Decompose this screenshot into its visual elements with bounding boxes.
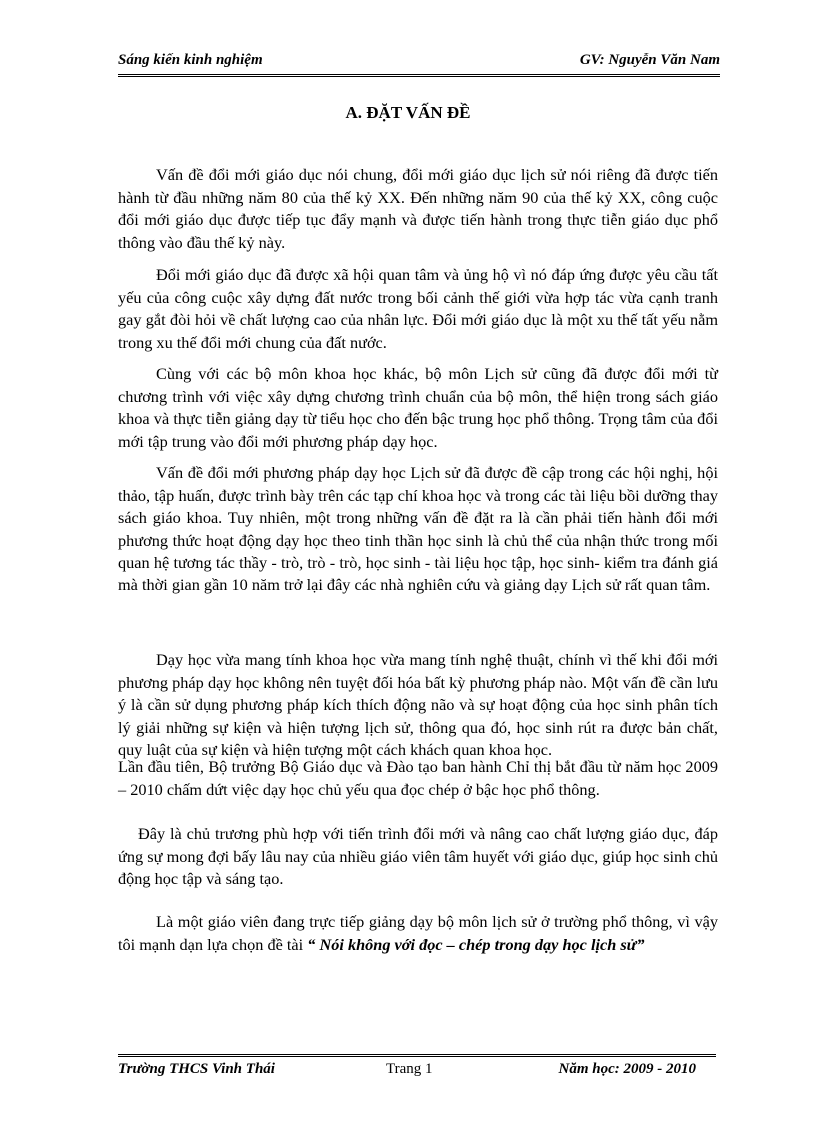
paragraph-3: Cùng với các bộ môn khoa học khác, bộ môn Lịch sử cũng đã được đổi mới từ chương trình với việc xây dựng chương trình chuẩn của bộ môn, thể hiện trong sách giáo khoa và thực tiễn giảng dạy từ tiểu học cho đến bậc trung học phổ thông. Trọng tâm của đổi mới tập trung vào đổi mới phương pháp dạy học. bbox=[118, 364, 718, 451]
paragraph-7: Đây là chủ trương phù hợp với tiến trình đổi mới và nâng cao chất lượng giáo dục, đáp ứng sự mong đợi bấy lâu nay của nhiều giáo viên tâm huyết với giáo dục, giúp học sinh chủ động học tập và sáng tạo. bbox=[118, 824, 718, 889]
header-left-text: Sáng kiến kinh nghiệm bbox=[118, 52, 263, 68]
section-title: A. ĐẶT VẤN ĐỀ bbox=[345, 103, 471, 122]
footer-school: Trường THCS Vinh Thái bbox=[118, 1061, 275, 1077]
topic-title: “ Nói không với đọc – chép trong dạy học lịch sử” bbox=[307, 934, 645, 954]
paragraph-8 bbox=[118, 911, 718, 956]
page-footer bbox=[118, 1054, 716, 1083]
paragraph-2: Đổi mới giáo dục đã được xã hội quan tâm và ủng hộ vì nó đáp ứng được yêu cầu tất yếu của công cuộc xây dựng đất nước trong bối cảnh thế giới vừa hợp tác vừa cạnh tranh gay gắt đòi hỏi về chất lượng cao của nhân lực. Đổi mới giáo dục là một xu thế tất yếu nằm trong xu thế đổi mới chung của đất nước. bbox=[118, 265, 718, 352]
footer-page-number: Trang 1 bbox=[386, 1061, 433, 1077]
footer-school-year: Năm học: 2009 - 2010 bbox=[558, 1061, 696, 1077]
paragraph-4: Vấn đề đổi mới phương pháp dạy học Lịch sử đã được đề cập trong các hội nghị, hội thảo, tập huấn, được trình bày trên các tạp chí khoa học và trong các tài liệu bồi dưỡng thay sách giáo khoa. Tuy nhiên, một trong những vấn đề đặt ra là cần phải tiến hành đổi mới phương thức hoạt động dạy học theo tinh thần học sinh là chủ thể của nhận thức trong mối quan hệ tương tác thầy - trò, trò - trò, học sinh - tài liệu học tập, học sinh- kiểm tra đánh giá mà thời gian gần 10 năm trở lại đây các nhà nghiên cứu và giảng dạy Lịch sử rất quan tâm. bbox=[118, 463, 718, 595]
paragraph-5: Dạy học vừa mang tính khoa học vừa mang tính nghệ thuật, chính vì thế khi đổi mới phương pháp dạy học không nên tuyệt đối hóa bất kỳ phương pháp nào. Một vấn đề cần lưu ý là cần sử dụng phương pháp kích thích động não và sự hoạt động của học sinh phân tích lý giải những sự kiện và hiện tượng lịch sử, thông qua đó, học sinh rút ra được bản chất, quy luật của sự kiện và hiện tượng một cách khách quan khoa học. bbox=[118, 650, 718, 759]
page-header bbox=[118, 50, 720, 77]
paragraph-1: Vấn đề đổi mới giáo dục nói chung, đổi mới giáo dục lịch sử nói riêng đã được tiến hành từ đầu những năm 80 của thế kỷ XX. Đến những năm 90 của thế kỷ XX, công cuộc đổi mới giáo dục được tiếp tục đẩy mạnh và được tiến hành trong thực tiễn giáo dục phổ thông vào đầu thế kỷ này. bbox=[118, 165, 718, 252]
paragraph-8-text: Là một giáo viên đang trực tiếp giảng dạy bộ môn lịch sử ở trường phổ thông, vì vậy tôi mạnh dạn lựa chọn đề tài bbox=[118, 912, 718, 954]
header-right-text: GV: Nguyễn Văn Nam bbox=[579, 52, 720, 68]
paragraph-6: Lần đầu tiên, Bộ trưởng Bộ Giáo dục và Đào tạo ban hành Chỉ thị bắt đầu từ năm học 2009 – 2010 chấm dứt việc dạy học chủ yếu qua đọc chép ở bậc học phổ thông. bbox=[118, 757, 718, 799]
